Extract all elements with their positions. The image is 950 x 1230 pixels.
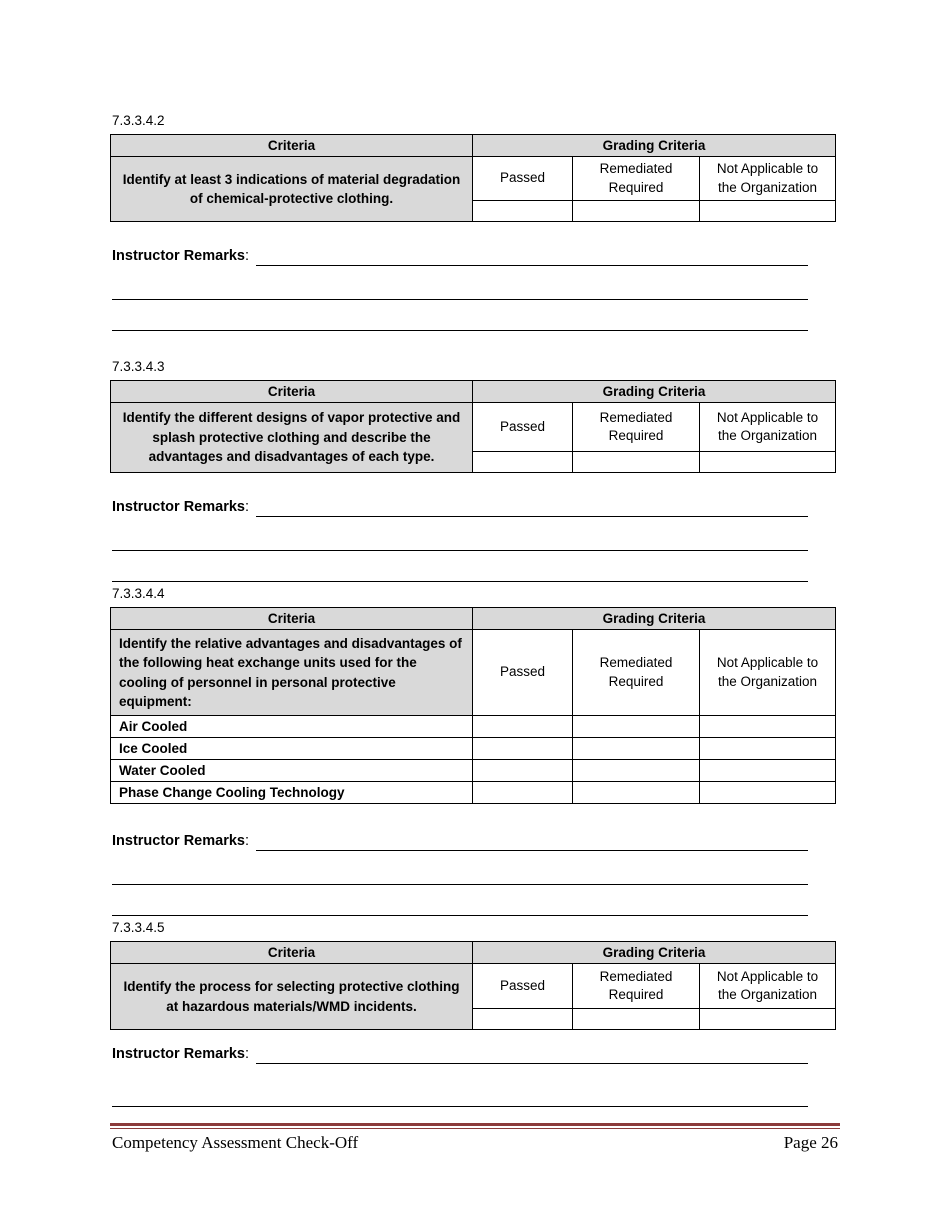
criteria-header: Criteria [111,942,473,964]
not-applicable-cell[interactable] [700,782,836,804]
remediated-cell[interactable] [573,452,700,473]
criteria-text: Identify the different designs of vapor protective and splash protective clothing and describe the advantages and disadvantages of each type. [111,403,473,473]
passed-cell[interactable] [473,760,573,782]
grading-table [110,941,836,1030]
passed-cell[interactable] [473,782,573,804]
remarks-label: Instructor Remarks [112,833,245,849]
remarks-line[interactable] [256,265,808,266]
remarks-label: Instructor Remarks [112,1046,245,1062]
passed-label: Passed [473,157,573,201]
remediated-cell[interactable] [573,716,700,738]
footer-rule [110,1128,840,1129]
remediated-cell[interactable] [573,1009,700,1030]
passed-label: Passed [473,964,573,1009]
section-number: 7.3.3.4.3 [112,359,165,374]
remarks-label: Instructor Remarks [112,248,245,264]
remarks-colon: : [244,248,249,264]
grading-criteria-header: Grading Criteria [473,608,836,630]
remarks-colon: : [244,499,249,515]
remarks-line[interactable] [112,915,808,916]
grading-criteria-header: Grading Criteria [473,135,836,157]
instructor-remarks [112,248,249,264]
remarks-line[interactable] [256,1063,808,1064]
passed-cell[interactable] [473,452,573,473]
section-number: 7.3.3.4.5 [112,920,165,935]
passed-cell[interactable] [473,201,573,222]
not-applicable-cell[interactable] [700,201,836,222]
remediated-cell[interactable] [573,782,700,804]
remarks-line[interactable] [112,550,808,551]
passed-cell[interactable] [473,738,573,760]
remediated-label: Remediated Required [573,630,700,716]
criteria-header: Criteria [111,608,473,630]
not-applicable-label: Not Applicable to the Organization [700,630,836,716]
remarks-label: Instructor Remarks [112,499,245,515]
criteria-header: Criteria [111,135,473,157]
not-applicable-cell[interactable] [700,760,836,782]
remarks-line[interactable] [112,581,808,582]
cooling-type-air: Air Cooled [111,716,473,738]
passed-cell[interactable] [473,716,573,738]
remediated-label: Remediated Required [573,964,700,1009]
criteria-text: Identify at least 3 indications of material degradation of chemical-protective clothing. [111,157,473,222]
passed-cell[interactable] [473,1009,573,1030]
remarks-line[interactable] [112,299,808,300]
instructor-remarks [112,1046,249,1062]
not-applicable-label: Not Applicable to the Organization [700,157,836,201]
remarks-line[interactable] [112,330,808,331]
cooling-type-water: Water Cooled [111,760,473,782]
instructor-remarks [112,499,249,515]
remediated-label: Remediated Required [573,403,700,452]
footer-title: Competency Assessment Check-Off [112,1133,359,1152]
not-applicable-cell[interactable] [700,738,836,760]
remarks-colon: : [244,1046,249,1062]
footer-rule [110,1123,840,1126]
grading-criteria-header: Grading Criteria [473,942,836,964]
remediated-cell[interactable] [573,738,700,760]
not-applicable-cell[interactable] [700,716,836,738]
remarks-line[interactable] [256,516,808,517]
grading-criteria-header: Grading Criteria [473,381,836,403]
remarks-line[interactable] [112,884,808,885]
remarks-line[interactable] [256,850,808,851]
not-applicable-cell[interactable] [700,1009,836,1030]
remediated-cell[interactable] [573,760,700,782]
passed-label: Passed [473,630,573,716]
page-number: Page 26 [783,1133,838,1152]
remediated-cell[interactable] [573,201,700,222]
not-applicable-cell[interactable] [700,452,836,473]
remediated-label: Remediated Required [573,157,700,201]
section-number: 7.3.3.4.4 [112,586,165,601]
cooling-type-phase-change: Phase Change Cooling Technology [111,782,473,804]
grading-table [110,380,836,473]
not-applicable-label: Not Applicable to the Organization [700,964,836,1009]
remarks-colon: : [244,833,249,849]
instructor-remarks [112,833,249,849]
passed-label: Passed [473,403,573,452]
cooling-type-ice: Ice Cooled [111,738,473,760]
criteria-text: Identify the relative advantages and disadvantages of the following heat exchange units used for the cooling of personnel in personal protective equipment: [111,630,473,716]
remarks-line[interactable] [112,1106,808,1107]
not-applicable-label: Not Applicable to the Organization [700,403,836,452]
grading-table [110,134,836,222]
grading-table [110,607,836,804]
section-number: 7.3.3.4.2 [112,113,165,128]
criteria-text: Identify the process for selecting protective clothing at hazardous materials/WMD incidents. [111,964,473,1030]
criteria-header: Criteria [111,381,473,403]
